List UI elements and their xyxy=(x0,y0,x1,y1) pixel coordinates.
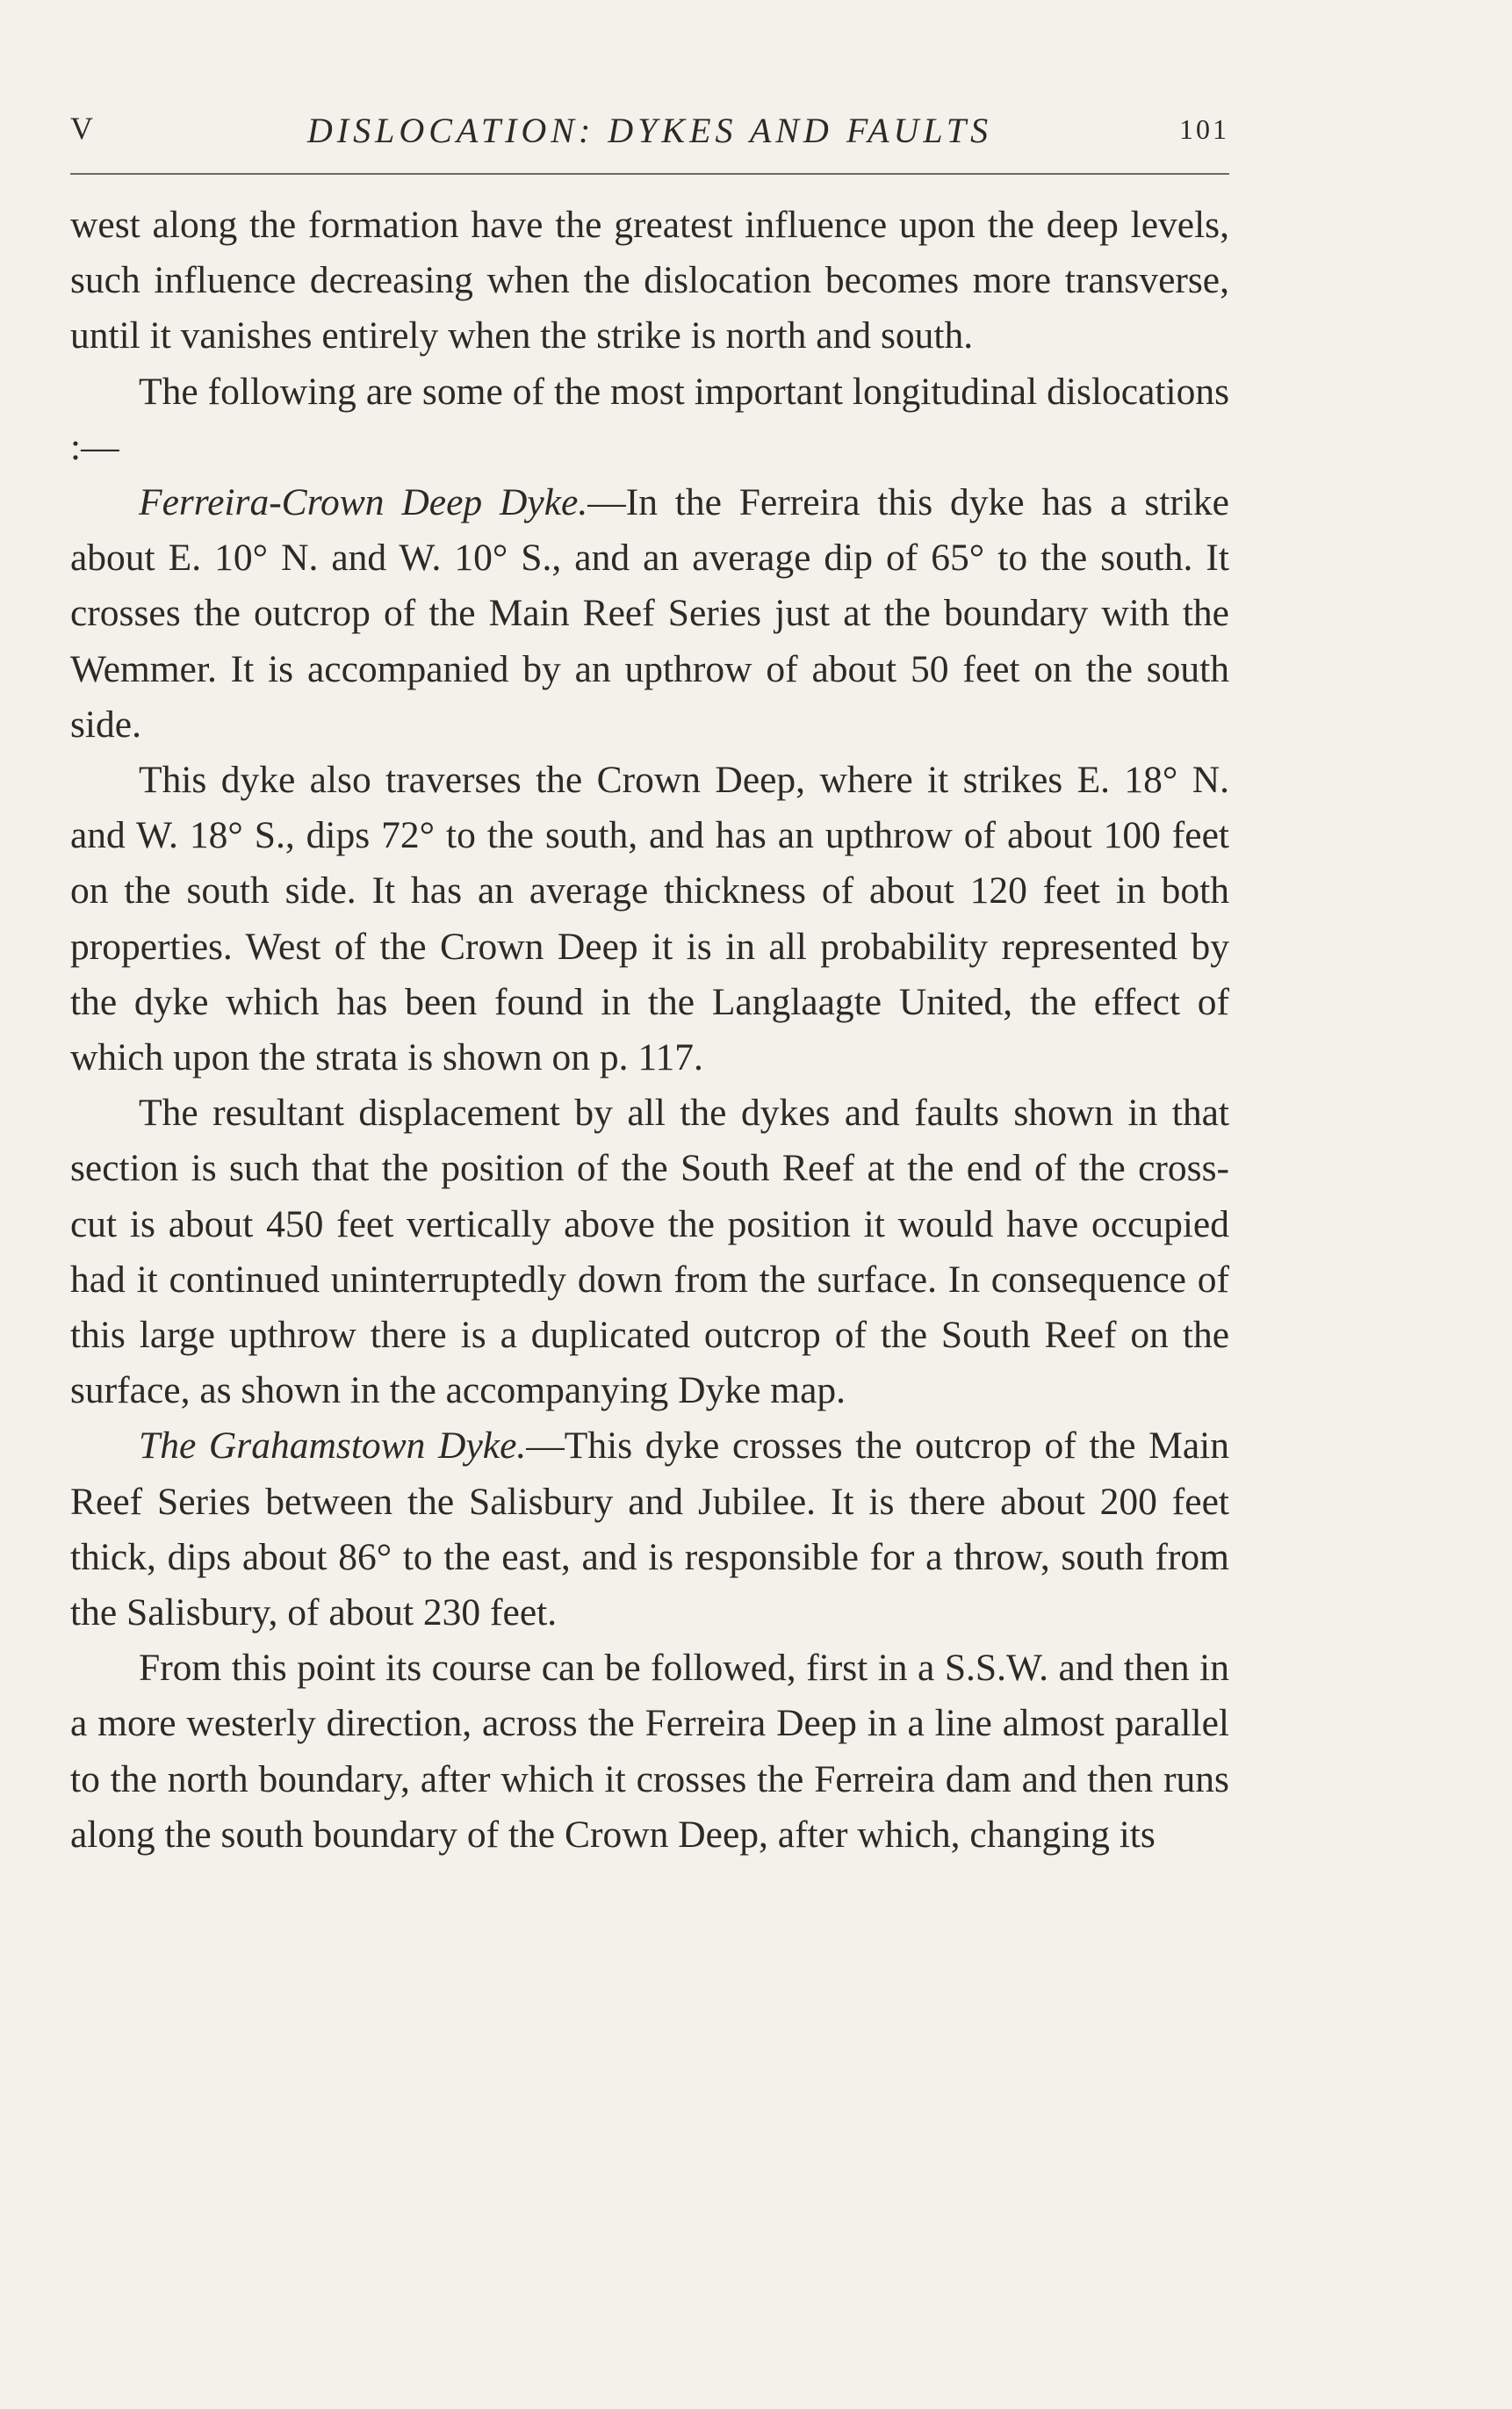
section-heading-grahamstown-dyke: The Grahamstown Dyke. xyxy=(139,1424,527,1468)
paragraph-6-text: —This dyke crosses the outcrop of the Main Reef Series between the Salisbury and Jubilee. It is there about 200 feet thick, dips about 86° to the east, and is responsible for a throw, south from the Salisbury, of about 230 feet. xyxy=(70,1424,1229,1634)
paragraph-3-text: —In the Ferreira this dyke has a strike about E. 10° N. and W. 10° S., and an average dip of 65° to the south. It crosses the outcrop of the Main Reef Series just at the boundary with the Wemmer. It is accompanied by an upthrow of about 50 feet on the south side. xyxy=(70,481,1229,746)
body-text xyxy=(70,198,1229,1863)
paragraph-5 xyxy=(70,1085,1229,1418)
header-rule xyxy=(70,173,1229,175)
paragraph-1 xyxy=(70,198,1229,364)
paragraph-7 xyxy=(70,1641,1229,1863)
paragraph-6 xyxy=(70,1418,1229,1641)
paragraph-2-text: The following are some of the most important longitudinal dislocations :— xyxy=(70,370,1229,468)
running-title: DISLOCATION: DYKES AND FAULTS xyxy=(306,111,993,150)
running-header xyxy=(70,110,1229,162)
paragraph-7-text: From this point its course can be followed, first in a S.S.W. and then in a more westerly direction, across the Ferreira Deep in a line almost parallel to the north boundary, after which it crosses the Ferreira dam and then runs along the south boundary of the Crown Deep, after which, changing its xyxy=(70,1647,1229,1856)
paragraph-4-text: This dyke also traverses the Crown Deep, where it strikes E. 18° N. and W. 18° S., dips 72° to the south, and has an upthrow of about 100 feet on the south side. It has an average thickness of about 120 feet in both properties. West of the Crown Deep it is in all probability represented by the dyke which has been found in the Langlaagte United, the effect of which upon the strata is shown on p. 117. xyxy=(70,759,1229,1079)
paragraph-4 xyxy=(70,753,1229,1085)
paragraph-2 xyxy=(70,364,1229,475)
paragraph-3 xyxy=(70,475,1229,753)
paragraph-1-text: west along the formation have the greatest influence upon the deep levels, such influence decreasing when the dislocation becomes more transverse, until it vanishes entirely when the strike is north and south. xyxy=(70,204,1229,357)
section-heading-ferreira-crown-deep-dyke: Ferreira-Crown Deep Dyke. xyxy=(139,481,588,524)
page-number: 101 xyxy=(1179,113,1229,145)
paragraph-5-text: The resultant displacement by all the dykes and faults shown in that section is such that the position of the South Reef at the end of the cross-cut is about 450 feet vertically above the position it would have occupied had it continued uninterruptedly down from the surface. In consequence of this large upthrow there is a duplicated outcrop of the South Reef on the surface, as shown in the accompanying Dyke map. xyxy=(70,1092,1229,1412)
chapter-number: V xyxy=(70,111,94,146)
